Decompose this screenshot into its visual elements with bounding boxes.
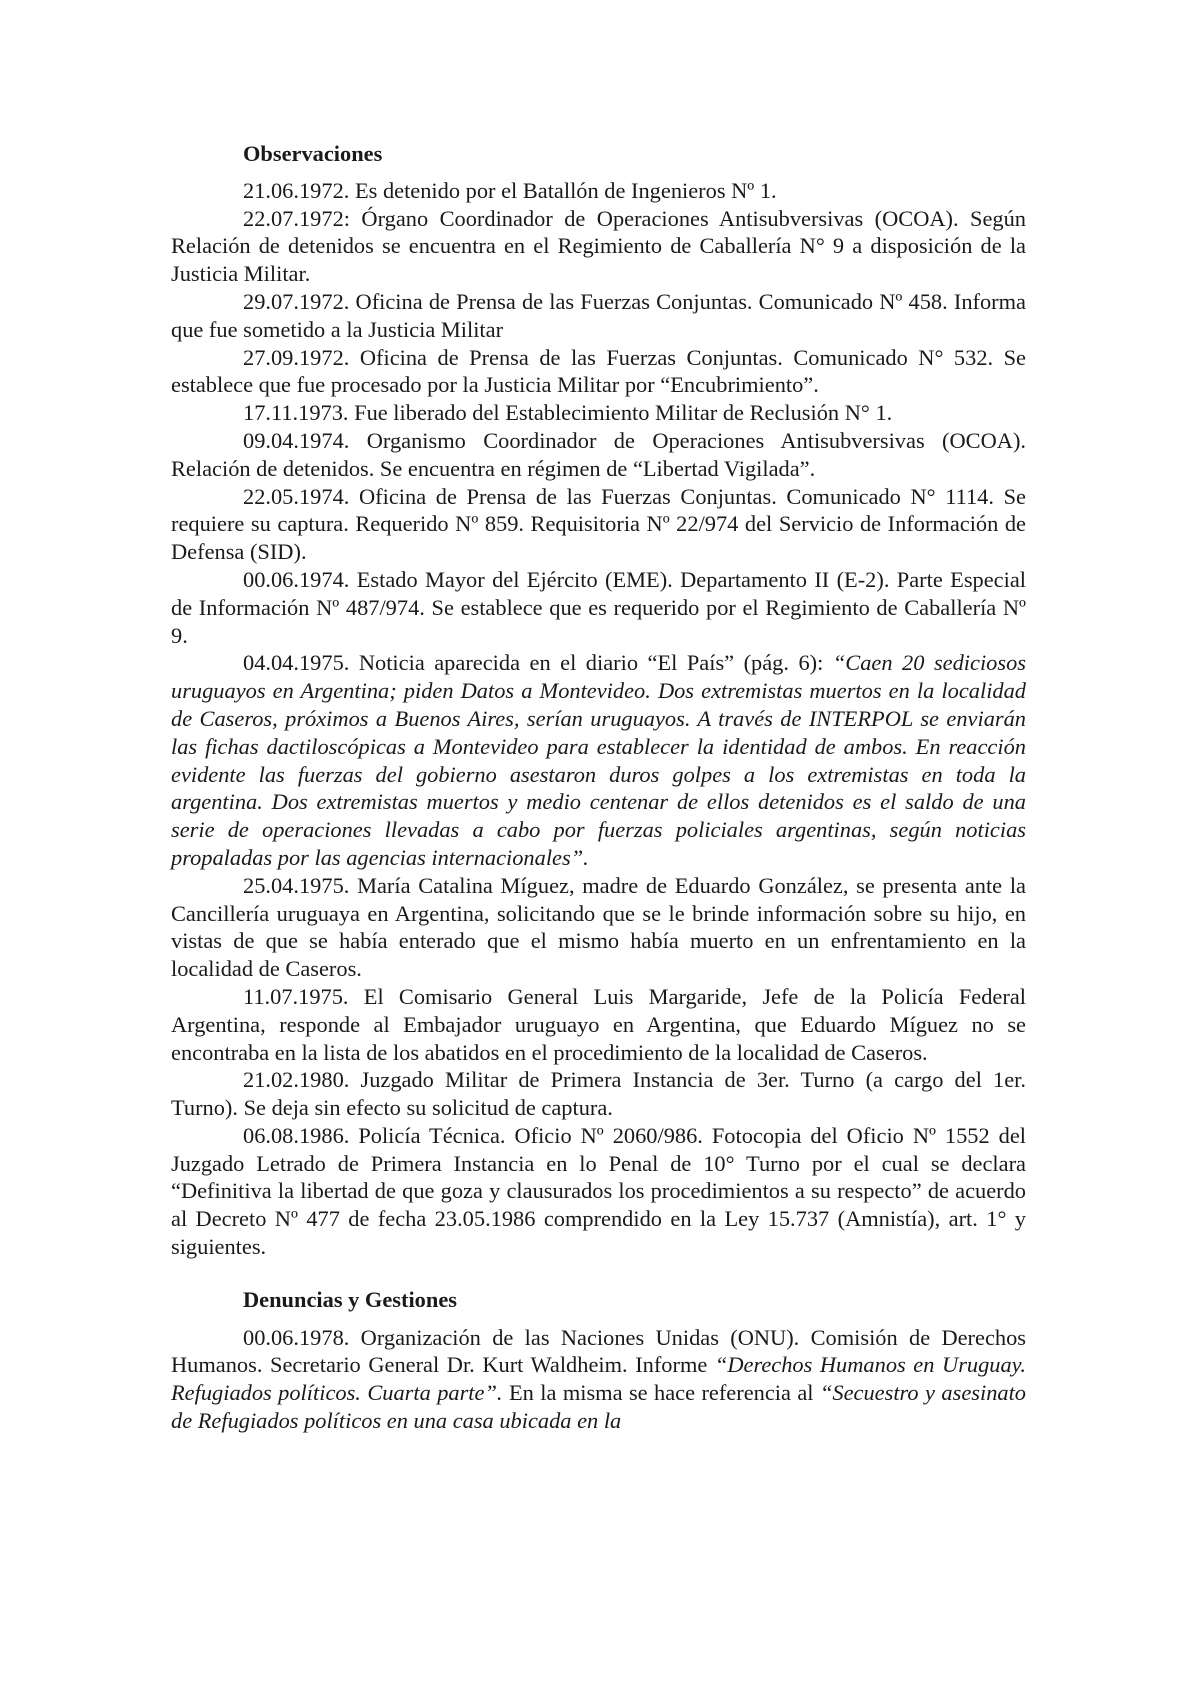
section-heading-denuncias: Denuncias y Gestiones xyxy=(243,1286,457,1312)
newspaper-quote: “Caen 20 sediciosos uruguayos en Argentina; piden Datos a Montevideo. Dos extremistas muertos en la localidad de Caseros, próximos a Buenos Aires, serían uruguayos. A través de INTERPOL se enviarán las fichas dactiloscópicas a Montevideo para establecer la identidad de ambos. En reacción evidente las fuerzas del gobierno asestaron duros golpes a los extremistas en toda la argentina. Dos extremistas muertos y medio centenar de ellos detenidos es el saldo de una serie de operaciones llevadas a cabo por fuerzas policiales argentinas, según noticias propaladas por las agencias internacionales”. xyxy=(171,650,1026,870)
report-reference-quote: “Secuestro y asesinato de Refugiados políticos en una casa ubicada en la xyxy=(171,1380,1026,1434)
entry-1980-02-21: 21.02.1980. Juzgado Militar de Primera Instancia de 3er. Turno (a cargo del 1er. Turno). Se deja sin efecto su solicitud de captura. xyxy=(171,1067,1026,1121)
entry-1972-07-29: 29.07.1972. Oficina de Prensa de las Fuerzas Conjuntas. Comunicado Nº 458. Informa que fue sometido a la Justicia Militar xyxy=(171,288,1026,342)
entry-1973-11-17: 17.11.1973. Fue liberado del Establecimiento Militar de Reclusión N° 1. xyxy=(243,400,893,426)
document-page xyxy=(171,140,1026,1435)
section-heading-observaciones: Observaciones xyxy=(243,141,383,166)
entry-1975-04-04-text: 04.04.1975. Noticia aparecida en el diario “El País” (pág. 6): xyxy=(243,650,833,676)
entry-1972-06-21: 21.06.1972. Es detenido por el Batallón de Ingenieros Nº 1. xyxy=(243,177,777,203)
entry-1972-09-27: 27.09.1972. Oficina de Prensa de las Fuerzas Conjuntas. Comunicado N° 532. Se establece que fue procesado por la Justicia Militar por “Encubrimiento”. xyxy=(171,344,1026,398)
entry-1978-06-00-text-2: En la misma se hace referencia al xyxy=(502,1380,820,1406)
entry-1975-04-25: 25.04.1975. María Catalina Míguez, madre de Eduardo González, se presenta ante la Cancillería uruguaya en Argentina, solicitando que se le brinde información sobre su hijo, en vistas de que se había enterado que el mismo había muerto en un enfrentamiento en la localidad de Caseros. xyxy=(171,872,1026,982)
entry-1974-04-09: 09.04.1974. Organismo Coordinador de Operaciones Antisubversivas (OCOA). Relación de detenidos. Se encuentra en régimen de “Libertad Vigilada”. xyxy=(171,427,1026,481)
entry-1972-07-22: 22.07.1972: Órgano Coordinador de Operaciones Antisubversivas (OCOA). Según Relación de detenidos se encuentra en el Regimiento de Caballería N° 9 a disposición de la Justicia Militar. xyxy=(171,205,1026,287)
entry-1978-06-00 xyxy=(171,1324,1026,1435)
entry-1974-06-00: 00.06.1974. Estado Mayor del Ejército (EME). Departamento II (E-2). Parte Especial de Información Nº 487/974. Se establece que es requerido por el Regimiento de Caballería Nº 9. xyxy=(171,566,1026,648)
entry-1974-05-22: 22.05.1974. Oficina de Prensa de las Fuerzas Conjuntas. Comunicado N° 1114. Se requiere su captura. Requerido Nº 859. Requisitoria Nº 22/974 del Servicio de Información de Defensa (SID). xyxy=(171,483,1026,565)
entry-1978-06-00-text-1: 00.06.1978. Organización de las Naciones Unidas (ONU). Comisión de Derechos Humanos. Secretario General Dr. Kurt Waldheim. Informe xyxy=(171,1324,1026,1378)
entry-1975-07-11: 11.07.1975. El Comisario General Luis Margaride, Jefe de la Policía Federal Argentina, responde al Embajador uruguayo en Argentina, que Eduardo Míguez no se encontraba en la lista de los abatidos en el procedimiento de la localidad de Caseros. xyxy=(171,983,1026,1065)
report-title-quote: “Derechos Humanos en Uruguay. Refugiados políticos. Cuarta parte”. xyxy=(171,1352,1026,1406)
entry-1975-04-04 xyxy=(171,649,1026,871)
entry-1986-08-06: 06.08.1986. Policía Técnica. Oficio Nº 2060/986. Fotocopia del Oficio Nº 1552 del Juzgado Letrado de Primera Instancia en lo Penal de 10° Turno por el cual se declara “Definitiva la libertad de que goza y clausurados los procedimientos a su respecto” de acuerdo al Decreto Nº 477 de fecha 23.05.1986 comprendido en la Ley 15.737 (Amnistía), art. 1° y siguientes. xyxy=(171,1122,1026,1260)
